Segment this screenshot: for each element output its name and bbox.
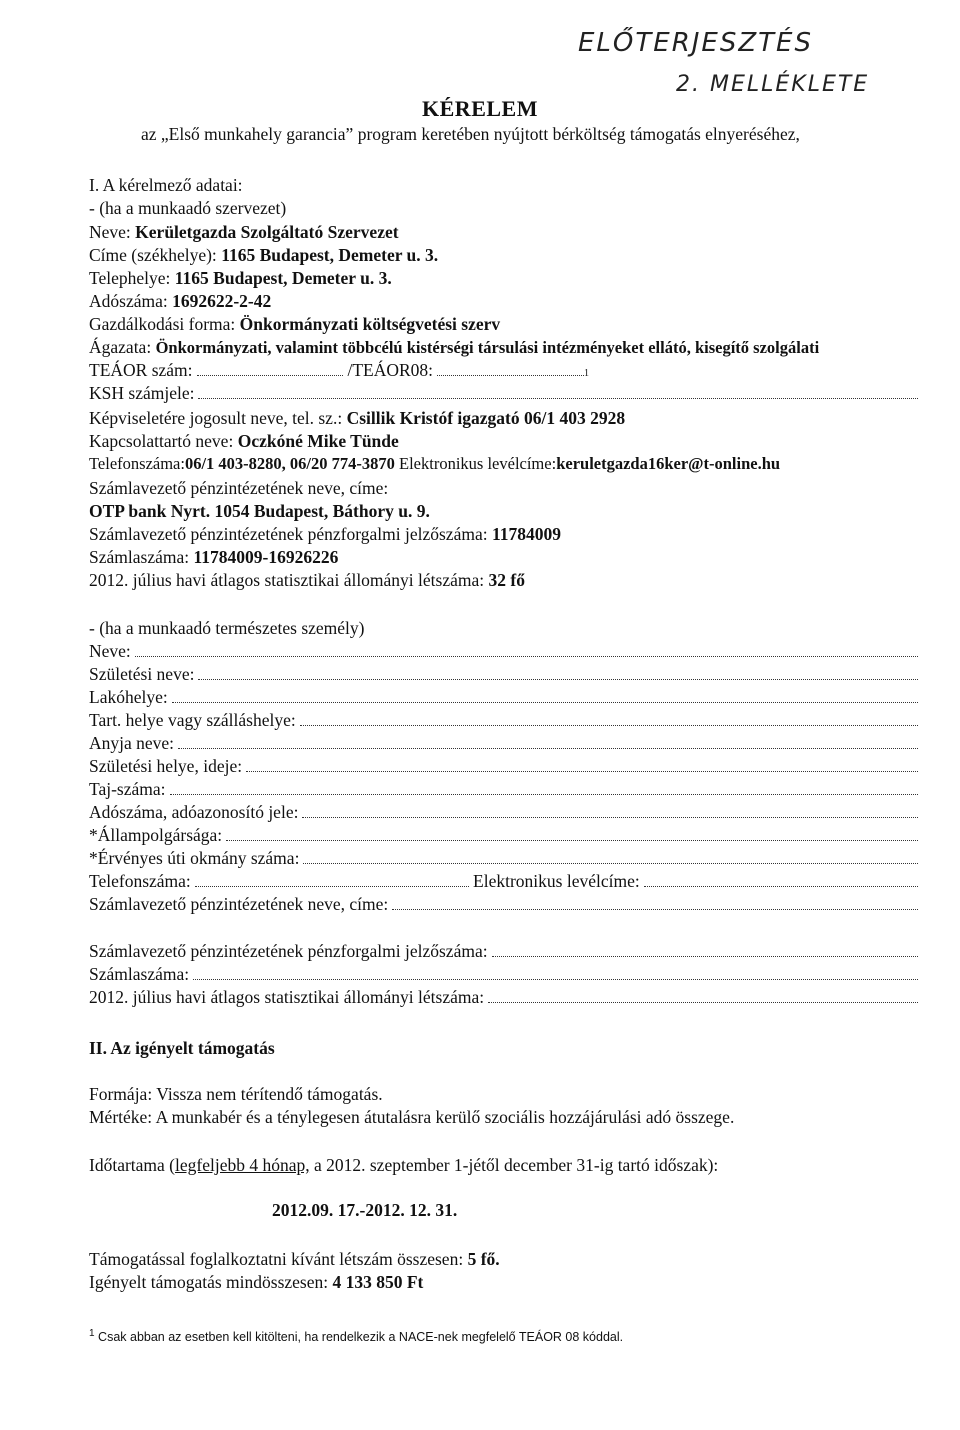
org-site-label: Telephelye: (89, 268, 171, 288)
bank-code-label: Számlavezető pénzintézetének pénzforgalmi jelzőszáma: (89, 524, 488, 544)
support-dates: 2012.09. 17.-2012. 12. 31. (272, 1200, 458, 1220)
period-underlined: legfeljebb 4 hónap, (175, 1155, 310, 1175)
contact-label: Kapcsolattartó neve: (89, 431, 234, 451)
footnote-text: Csak abban az esetben kell kitölteni, ha rendelkezik a NACE-nek megfelelő TEÁOR 08 kóddal. (98, 1330, 624, 1345)
phone-email-row (89, 454, 780, 474)
natural-person-note: - (ha a munkaadó természetes személy) (89, 618, 365, 638)
headcount-row (89, 1249, 500, 1269)
np-staff-label: 2012. július havi átlagos statisztikai állományi létszáma: (89, 987, 485, 1007)
np-account-row (89, 964, 918, 984)
np-travel-doc-label: *Érvényes úti okmány száma: (89, 848, 300, 868)
staff-value: 32 fő (488, 570, 525, 590)
np-travel-doc-dotted-line (303, 862, 918, 864)
org-site-row (89, 268, 392, 288)
np-bank-label: Számlavezető pénzintézetének neve, címe: (89, 894, 389, 914)
teaor08-dotted-line (437, 374, 584, 376)
np-staff-row (89, 987, 918, 1007)
org-seat-value: 1165 Budapest, Demeter u. 3. (221, 245, 439, 265)
support-amount-label: Mértéke: (89, 1107, 153, 1127)
np-phone-email-row (89, 871, 918, 891)
np-name-dotted-line (135, 655, 918, 657)
bank-value: OTP bank Nyrt. 1054 Budapest, Báthory u. 9. (89, 501, 430, 521)
np-temp-residence-label: Tart. helye vagy szálláshelye: (89, 710, 296, 730)
account-label: Számlaszáma: (89, 547, 190, 567)
np-staff-dotted-line (488, 1001, 918, 1003)
total-label: Igényelt támogatás mindösszesen: (89, 1272, 329, 1292)
ksh-label: KSH számjele: (89, 383, 195, 403)
headcount-value: 5 fő. (467, 1249, 500, 1269)
np-birth-name-dotted-line (198, 678, 918, 680)
np-mother-label: Anyja neve: (89, 733, 175, 753)
email-value: keruletgazda16ker@t-online.hu (556, 454, 781, 473)
org-seat-label: Címe (székhelye): (89, 245, 217, 265)
period-pre: Időtartama ( (89, 1155, 175, 1175)
np-residence-row (89, 687, 918, 707)
staff-label: 2012. július havi átlagos statisztikai állományi létszáma: (89, 570, 485, 590)
np-travel-doc-row (89, 848, 918, 868)
np-phone-dotted-line (195, 885, 469, 887)
np-residence-dotted-line (172, 701, 918, 703)
headcount-label: Támogatással foglalkoztatni kívánt létszám összesen: (89, 1249, 464, 1269)
support-period-row (89, 1155, 718, 1175)
teaor-dotted-line (197, 374, 344, 376)
staff-row (89, 570, 525, 590)
representative-value: Csillik Kristóf igazgató 06/1 403 2928 (346, 408, 626, 428)
org-name-value: Kerületgazda Szolgáltató Szervezet (135, 222, 399, 242)
support-amount-row (89, 1107, 734, 1127)
bank-code-row (89, 524, 561, 544)
footnote-marker: 1 (89, 1328, 95, 1339)
org-tax-label: Adószáma: (89, 291, 168, 311)
document-subtitle: az „Első munkahely garancia” program keretében nyújtott bérköltség támogatás elnyeréséhez, (141, 124, 800, 144)
np-birth-place-row (89, 756, 918, 776)
np-email-dotted-line (644, 885, 918, 887)
np-name-label: Neve: (89, 641, 131, 661)
teaor08-label: /TEÁOR08: (347, 360, 434, 380)
org-tax-value: 1692622-2-42 (172, 291, 272, 311)
phone-label: Telefonszáma: (89, 454, 185, 473)
np-bank-row (89, 894, 918, 914)
np-taj-dotted-line (170, 793, 918, 795)
np-tax-label: Adószáma, adóazonosító jele: (89, 802, 299, 822)
np-taj-row (89, 779, 918, 799)
org-site-value: 1165 Budapest, Demeter u. 3. (174, 268, 392, 288)
teaor-label: TEÁOR szám: (89, 360, 193, 380)
org-sector-value: Önkormányzati, valamint többcélú kistérségi társulási intézményeket ellátó, kisegítő szolgálati (155, 338, 820, 357)
phone-value: 06/1 403-8280, 06/20 774-3870 (184, 454, 395, 473)
org-seat-row (89, 245, 438, 265)
np-citizenship-dotted-line (226, 839, 918, 841)
np-mother-row (89, 733, 918, 753)
support-form-row (89, 1084, 383, 1104)
teaor-row (89, 360, 589, 384)
account-value: 11784009-16926226 (193, 547, 339, 567)
org-name-row (89, 222, 399, 242)
np-birth-place-label: Születési helye, ideje: (89, 756, 243, 776)
section-1-heading: I. A kérelmező adatai: (89, 175, 243, 195)
np-name-row (89, 641, 918, 661)
np-residence-label: Lakóhelye: (89, 687, 168, 707)
account-row (89, 547, 338, 567)
org-form-row (89, 314, 500, 334)
footnote-ref: 1 (584, 368, 589, 379)
representative-label: Képviseletére jogosult neve, tel. sz.: (89, 408, 343, 428)
np-bank-code-row (89, 941, 918, 961)
ksh-row (89, 383, 918, 403)
representative-row (89, 408, 625, 428)
email-label: Elektronikus levélcíme: (399, 454, 557, 473)
np-email-label: Elektronikus levélcíme: (473, 871, 640, 891)
contact-row (89, 431, 399, 451)
np-account-label: Számlaszáma: (89, 964, 190, 984)
employer-org-note: - (ha a munkaadó szervezet) (89, 198, 287, 218)
np-citizenship-label: *Állampolgársága: (89, 825, 223, 845)
org-sector-label: Ágazata: (89, 337, 152, 357)
np-temp-residence-dotted-line (300, 724, 918, 726)
np-tax-row (89, 802, 918, 822)
org-tax-row (89, 291, 271, 311)
np-birth-name-row (89, 664, 918, 684)
total-row (89, 1272, 423, 1292)
support-form-value: Vissza nem térítendő támogatás. (156, 1084, 383, 1104)
np-account-dotted-line (193, 978, 918, 980)
section-2-heading: II. Az igényelt támogatás (89, 1038, 275, 1058)
np-phone-label: Telefonszáma: (89, 871, 191, 891)
org-form-value: Önkormányzati költségvetési szerv (239, 314, 501, 334)
np-temp-residence-row (89, 710, 918, 730)
np-taj-label: Taj-száma: (89, 779, 166, 799)
document-title: KÉRELEM (422, 96, 538, 121)
np-bank-code-label: Számlavezető pénzintézetének pénzforgalmi jelzőszáma: (89, 941, 488, 961)
total-value: 4 133 850 Ft (332, 1272, 424, 1292)
np-bank-code-dotted-line (492, 955, 918, 957)
np-birth-place-dotted-line (246, 770, 918, 772)
period-post: a 2012. szeptember 1-jétől december 31-ig tartó időszak): (309, 1155, 719, 1175)
ksh-dotted-line (198, 397, 918, 399)
handwritten-annotation-line2: 2. MELLÉKLETE (676, 72, 870, 97)
np-mother-dotted-line (178, 747, 918, 749)
bank-label: Számlavezető pénzintézetének neve, címe: (89, 478, 389, 498)
np-bank-dotted-line (392, 908, 918, 910)
support-amount-value: A munkabér és a ténylegesen átutalásra kerülő szociális hozzájárulási adó összege. (155, 1107, 735, 1127)
bank-code-value: 11784009 (491, 524, 561, 544)
np-tax-dotted-line (302, 816, 918, 818)
np-citizenship-row (89, 825, 918, 845)
contact-value: Oczkóné Mike Tünde (237, 431, 399, 451)
org-form-label: Gazdálkodási forma: (89, 314, 236, 334)
org-name-label: Neve: (89, 222, 131, 242)
org-sector-row (89, 337, 819, 358)
footnote (89, 1328, 623, 1344)
np-birth-name-label: Születési neve: (89, 664, 195, 684)
handwritten-annotation-line1: ELŐTERJESZTÉS (578, 28, 813, 58)
support-form-label: Formája: (89, 1084, 153, 1104)
